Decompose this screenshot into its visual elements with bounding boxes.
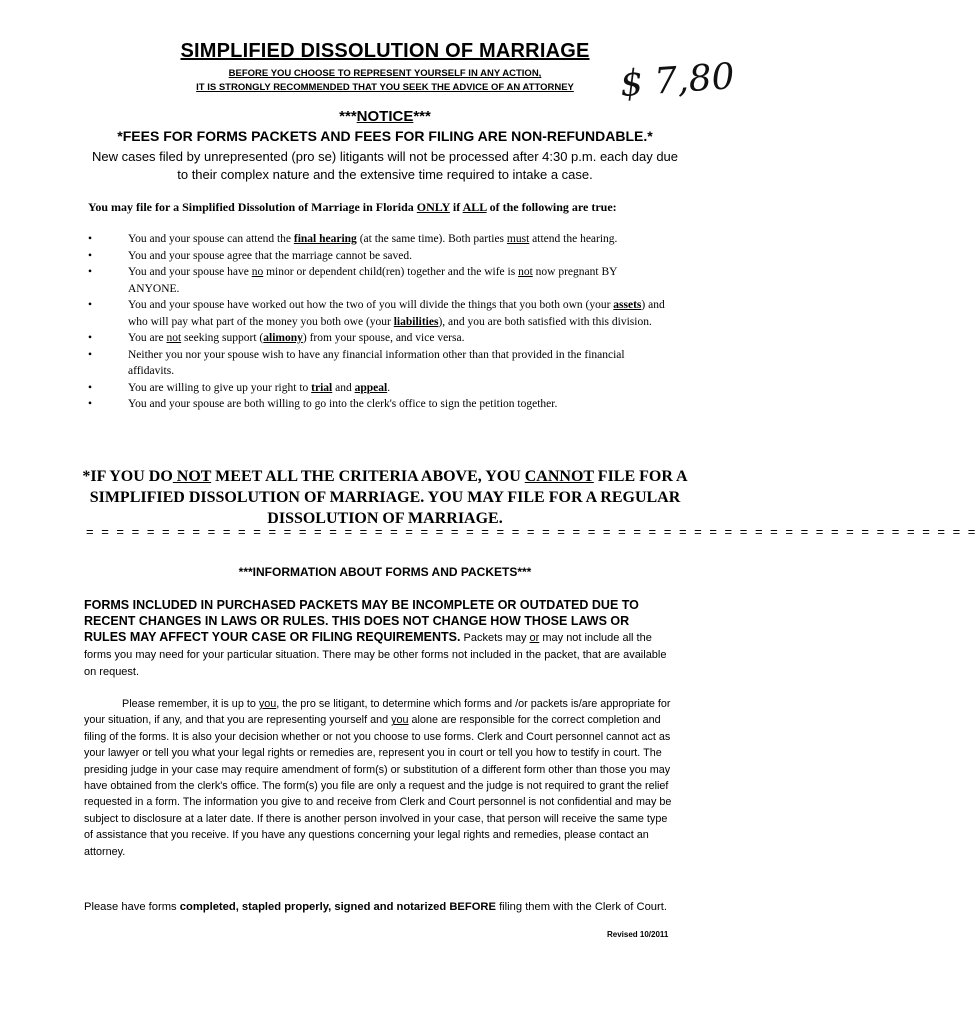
criterion-property-division: • You and your spouse have worked out how the two of you will divide the things that you both own (your assets) and who will pay what part of the money you both owe (your liabilities), and you are both satisfied with this division. (88, 297, 668, 330)
case-filing-cutoff-notice: New cases filed by unrepresented (pro se) litigants will not be processed after 4:30 p.m. each day due to their complex nature and the extensive time required to intake a case. (91, 149, 679, 182)
attorney-warning-line-2: IT IS STRONGLY RECOMMENDED THAT YOU SEEK THE ADVICE OF AN ATTORNEY (196, 82, 574, 93)
forms-outdated-warning: FORMS INCLUDED IN PURCHASED PACKETS MAY BE INCOMPLETE OR OUTDATED DUE TO RECENT CHANGES IN LAWS OR RULES. THIS DOES NOT CHANGE HOW THOSE LAWS OR RULES MAY AFFECT YOUR CASE OR FILING REQUIREMENTS. Packets may or may not include all the forms you may need for your particular situation. There may be other forms not included in the packet, that are available on request. (84, 598, 667, 678)
non-refundable-fees-notice: *FEES FOR FORMS PACKETS AND FEES FOR FILING ARE NON-REFUNDABLE.* (117, 128, 653, 144)
pro-se-responsibility-paragraph: Please remember, it is up to you, the pro se litigant, to determine which forms and /or packets is/are appropriate for your situation, if any, and that you are representing yourself and you alone are responsible for the correct completion and filing of the forms. It is also your decision whether or not you choose to use forms. Clerk and Court personnel cannot act as your lawyer or tell you what your legal rights or remedies are, represent you in court or tell you how to testify in court. The presiding judge in your case may require amendment of form(s) or substitution of a different form other than those you may have obtained from the clerk's office. The form(s) you file are only a request and the judge is not required to grant the relief requested in a form. The information you give to and receive from Clerk and Court personnel is not confidential and may be subject to disclosure at a later date. If there is another person involved in your case, that person will receive the same type of assistance that you receive. If you have any questions concerning your legal rights and remedies, please contact an attorney. (84, 698, 672, 858)
criterion-final-hearing: • You and your spouse can attend the final hearing (at the same time). Both parties must attend the hearing. (88, 231, 668, 248)
page-title: SIMPLIFIED DISSOLUTION OF MARRIAGE (180, 40, 590, 62)
criterion-marriage-cannot-be-saved: • You and your spouse agree that the marriage cannot be saved. (88, 248, 668, 265)
attorney-warning-line-1: BEFORE YOU CHOOSE TO REPRESENT YOURSELF IN ANY ACTION, (228, 68, 542, 79)
section-separator: = = = = = = = = = = = = = = = = = = = = = = = = = = = = = = = = = = = = = = = = = = = = = = = = = = = = = = = = = = = (86, 524, 977, 539)
criterion-no-alimony: • You are not seeking support (alimony) from your spouse, and vice versa. (88, 330, 668, 347)
criterion-waive-trial-appeal: • You are willing to give up your right to trial and appeal. (88, 380, 668, 397)
criterion-sign-petition-together: • You and your spouse are both willing to go into the clerk's office to sign the petition together. (88, 396, 668, 413)
criterion-financial-affidavits: • Neither you nor your spouse wish to have any financial information other than that provided in the financial affidavits. (88, 347, 668, 380)
eligibility-intro: You may file for a Simplified Dissolution of Marriage in Florida ONLY if ALL of the following are true: (88, 200, 617, 214)
revision-date: Revised 10/2011 (607, 930, 669, 939)
criterion-no-children: • You and your spouse have no minor or dependent child(ren) together and the wife is not now pregnant BY ANYONE. (88, 264, 668, 297)
filing-instructions: Please have forms completed, stapled properly, signed and notarized BEFORE filing them with the Clerk of Court. (84, 901, 667, 913)
criteria-warning: *IF YOU DO NOT MEET ALL THE CRITERIA ABOVE, YOU CANNOT FILE FOR A SIMPLIFIED DISSOLUTION OF MARRIAGE. YOU MAY FILE FOR A REGULAR DISSOLUTION OF MARRIAGE. (82, 468, 688, 527)
notice-heading: ***NOTICE*** (339, 108, 431, 125)
forms-info-heading: ***INFORMATION ABOUT FORMS AND PACKETS*** (238, 565, 532, 579)
handwritten-price: $ 7,80 (618, 56, 736, 105)
eligibility-criteria-list (88, 231, 668, 413)
